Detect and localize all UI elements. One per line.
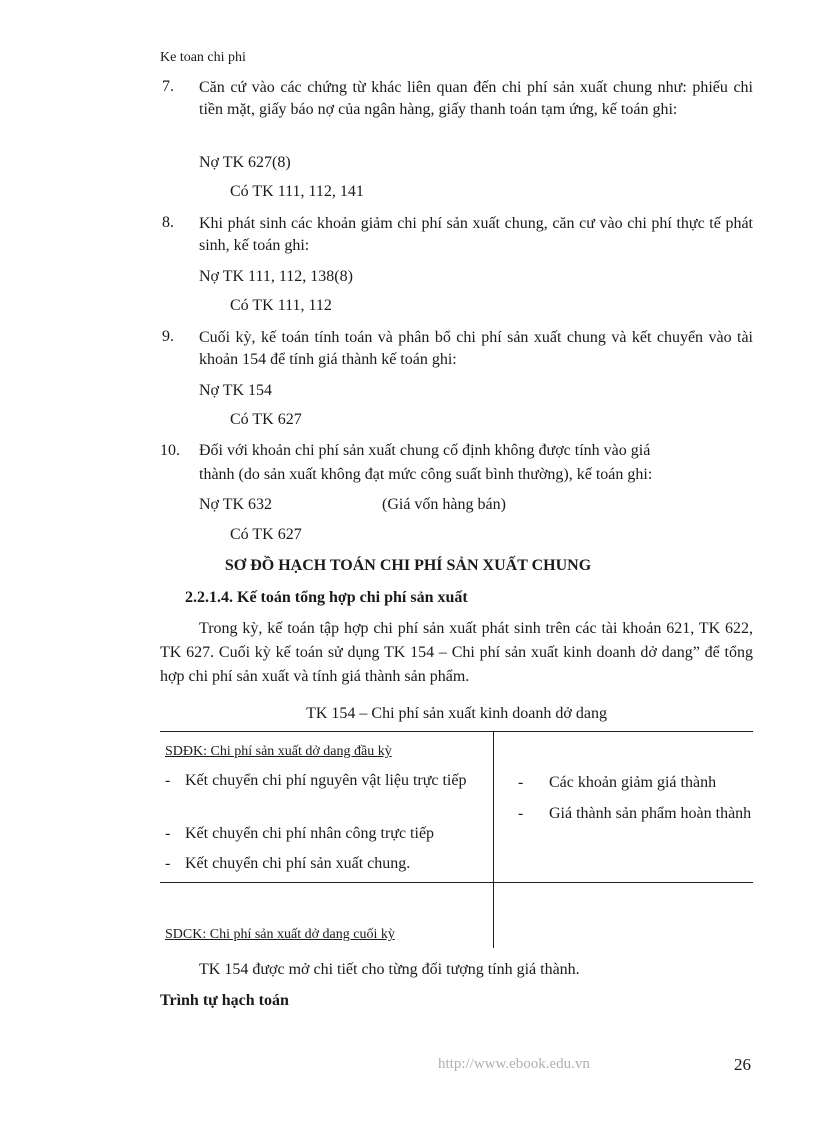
credit-entry-8: Có TK 111, 112 <box>230 297 332 314</box>
debit-entry-8: Nợ TK 111, 112, 138(8) <box>199 268 353 285</box>
item-text-7: Căn cứ vào các chứng từ khác liên quan đến chi phí sản xuất chung như: phiếu chi tiền mặt, giấy báo nợ của ngân hàng, giấy thanh toán tạm ứng, kế toán ghi: <box>199 79 753 118</box>
running-header: Ke toan chi phi <box>160 50 246 65</box>
table-top-rule <box>160 731 753 732</box>
section-heading: 2.2.1.4. Kế toán tổng hợp chi phí sản xuất <box>185 589 468 606</box>
credit-entry-10: Có TK 627 <box>230 526 302 543</box>
closing-balance: SDCK: Chi phí sản xuất dở dang cuối kỳ <box>165 927 395 942</box>
debit-item-3: Kết chuyển chi phí sản xuất chung. <box>185 855 411 872</box>
item-number-10: 10. <box>160 442 180 459</box>
table-center-rule <box>493 731 494 948</box>
table-mid-rule <box>160 882 753 883</box>
debit-item-dash: - <box>165 825 171 842</box>
page-number: 26 <box>734 1055 751 1074</box>
debit-note-10: (Giá vốn hàng bán) <box>382 496 506 513</box>
table-caption: TK 154 – Chi phí sản xuất kinh doanh dở dang <box>306 705 607 722</box>
sequence-heading: Trình tự hạch toán <box>160 992 289 1009</box>
detail-note: TK 154 được mở chi tiết cho từng đối tượng tính giá thành. <box>199 961 580 978</box>
debit-item-1: Kết chuyển chi phí nguyên vật liệu trực tiếp <box>185 772 467 789</box>
credit-entry-7: Có TK 111, 112, 141 <box>230 183 364 200</box>
credit-item-1: Các khoản giảm giá thành <box>549 774 717 791</box>
section-paragraph: Trong kỳ, kế toán tập hợp chi phí sản xuất phát sinh trên các tài khoản 621, TK 622, TK 627. Cuối kỳ kế toán sử dụng TK 154 – Chi phí sản xuất kinh doanh dở dang” để tổng hợp chi phí sản xuất và tính giá thành sản phẩm. <box>160 620 753 685</box>
opening-balance: SDĐK: Chi phí sản xuất dở dang đầu kỳ <box>165 744 392 759</box>
footer-url: http://www.ebook.edu.vn <box>438 1056 590 1072</box>
diagram-title: SƠ ĐỒ HẠCH TOÁN CHI PHÍ SẢN XUẤT CHUNG <box>224 557 592 574</box>
debit-item-dash: - <box>165 772 171 789</box>
item-number-8: 8. <box>162 214 174 231</box>
item-text-9: Cuối kỳ, kế toán tính toán và phân bổ chi phí sản xuất chung và kết chuyển vào tài khoản 154 để tính giá thành kế toán ghi: <box>199 329 753 368</box>
credit-item-2: Giá thành sản phẩm hoàn thành <box>549 805 752 822</box>
debit-item-dash: - <box>165 855 171 872</box>
credit-entry-9: Có TK 627 <box>230 411 302 428</box>
debit-entry-9: Nợ TK 154 <box>199 382 273 399</box>
debit-item-2: Kết chuyển chi phí nhân công trực tiếp <box>185 825 435 842</box>
debit-entry-10: Nợ TK 632 <box>199 496 273 513</box>
item-text-8: Khi phát sinh các khoản giảm chi phí sản xuất chung, căn cư vào chi phí thực tế phát sinh, kế toán ghi: <box>199 215 753 254</box>
credit-item-dash: - <box>518 774 524 791</box>
credit-item-dash: - <box>518 805 524 822</box>
item-number-7: 7. <box>162 78 174 95</box>
item-text-10-line1: Đối với khoản chi phí sản xuất chung cố định không được tính vào giá <box>199 442 651 459</box>
item-number-9: 9. <box>162 328 174 345</box>
item-text-10-line2: thành (do sản xuất không đạt mức công suất bình thường), kế toán ghi: <box>199 466 653 483</box>
debit-entry-7: Nợ TK 627(8) <box>199 154 291 171</box>
